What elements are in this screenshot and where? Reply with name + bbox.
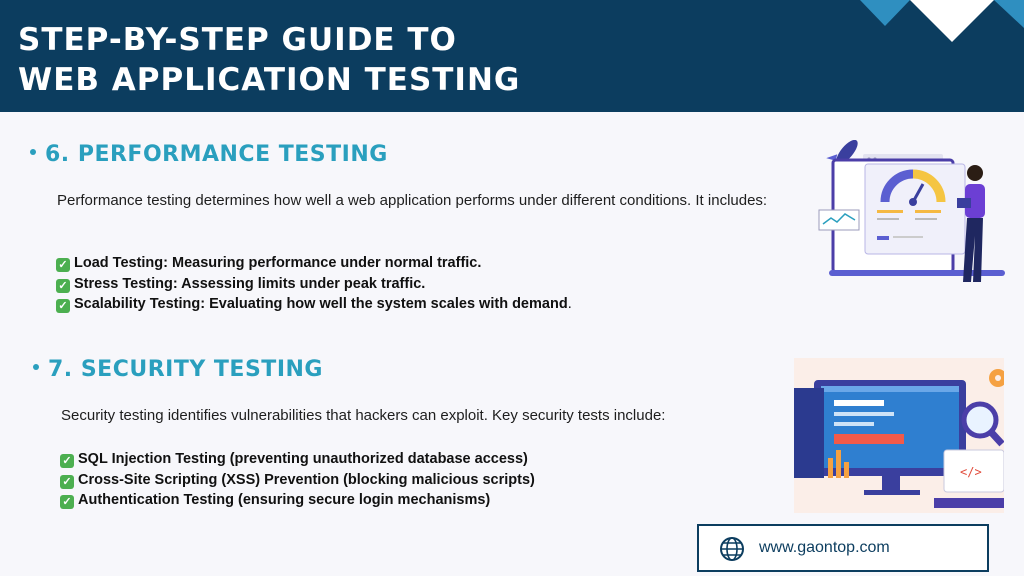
list-item: ✓ Authentication Testing (ensuring secure login mechanisms) — [60, 490, 535, 511]
list-item: ✓ Scalability Testing: Evaluating how well the system scales with demand. — [56, 294, 572, 315]
security-list — [60, 449, 535, 511]
list-item: ✓ Stress Testing: Assessing limits under peak traffic. — [56, 274, 572, 295]
performance-dashboard-illustration — [815, 140, 1005, 290]
performance-intro: Performance testing determines how well a web application performs under different conditions. It includes: — [57, 192, 768, 209]
list-item: ✓ Cross-Site Scripting (XSS) Prevention (blocking malicious scripts) — [60, 470, 535, 491]
page-title — [18, 20, 520, 100]
check-mark-icon: ✓ — [56, 279, 70, 293]
website-link[interactable]: www.gaontop.com — [759, 539, 890, 556]
title-line-1: STEP-BY-STEP GUIDE TO — [18, 22, 457, 58]
globe-icon — [719, 536, 745, 562]
section-title-security: 7. SECURITY TESTING — [33, 357, 323, 382]
check-mark-icon: ✓ — [60, 454, 74, 468]
security-scan-illustration — [794, 358, 1004, 513]
check-mark-icon: ✓ — [56, 299, 70, 313]
section-title-performance: 6. PERFORMANCE TESTING — [30, 142, 388, 167]
performance-list — [56, 253, 572, 315]
header-banner — [0, 0, 1024, 112]
list-item: ✓ SQL Injection Testing (preventing unauthorized database access) — [60, 449, 535, 470]
security-intro: Security testing identifies vulnerabilities that hackers can exploit. Key security tests include: — [61, 407, 666, 424]
title-line-2: WEB APPLICATION TESTING — [18, 62, 521, 98]
svg-text:</>: </> — [960, 465, 982, 479]
check-mark-icon: ✓ — [60, 475, 74, 489]
check-mark-icon: ✓ — [56, 258, 70, 272]
bullet-dot — [33, 364, 39, 370]
corner-triangles-decoration — [860, 0, 1024, 44]
website-box[interactable] — [697, 524, 989, 572]
bullet-dot — [30, 149, 36, 155]
check-mark-icon: ✓ — [60, 495, 74, 509]
list-item: ✓ Load Testing: Measuring performance under normal traffic. — [56, 253, 572, 274]
